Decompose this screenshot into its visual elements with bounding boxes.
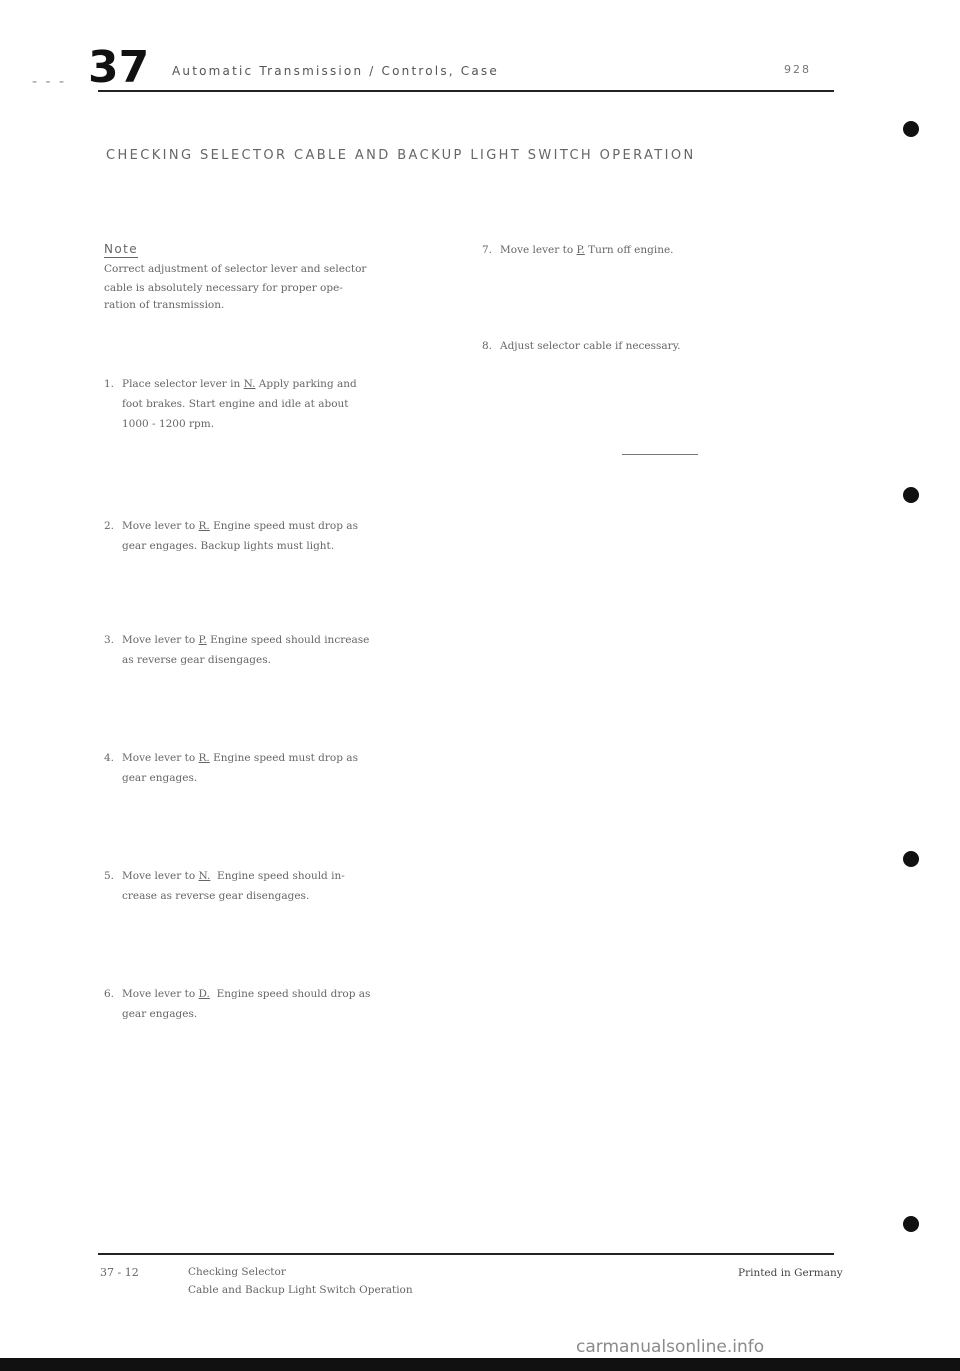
step-text: Engine speed must drop as	[209, 520, 358, 532]
lever-position: N.	[198, 870, 211, 882]
section-number: 37	[88, 42, 150, 93]
binder-hole	[903, 121, 919, 137]
binder-hole	[903, 487, 919, 503]
header-rule	[98, 90, 834, 92]
step-text: Engine speed should in-	[210, 870, 345, 882]
step-text: Apply parking and	[255, 378, 357, 390]
section-divider	[622, 454, 698, 455]
step-2	[104, 516, 464, 556]
step-number: 3.	[104, 634, 115, 646]
step-number: 7.	[482, 244, 493, 256]
step-number: 4.	[104, 752, 115, 764]
step-text: Place selector lever in	[122, 378, 244, 390]
step-continuation: 1000 - 1200 rpm.	[122, 418, 215, 430]
step-number: 5.	[104, 870, 115, 882]
step-continuation: foot brakes. Start engine and idle at about	[122, 398, 349, 410]
step-continuation: gear engages. Backup lights must light.	[122, 540, 335, 552]
step-text: Move lever to	[122, 988, 199, 1000]
note-line: ration of transmission.	[104, 299, 225, 311]
printed-in: Printed in Germany	[738, 1267, 843, 1279]
lever-position: P.	[198, 634, 207, 646]
step-text: Move lever to	[122, 520, 199, 532]
footer-caption: Checking Selector	[188, 1266, 286, 1278]
note-label: Note	[104, 242, 139, 256]
step-text: Engine speed should increase	[206, 634, 370, 646]
note-line: Correct adjustment of selector lever and selector	[104, 263, 367, 275]
step-7	[482, 240, 822, 260]
step-4	[104, 748, 464, 788]
lever-position: R.	[198, 520, 210, 532]
page-title: CHECKING SELECTOR CABLE AND BACKUP LIGHT SWITCH OPERATION	[106, 148, 696, 163]
step-continuation: as reverse gear disengages.	[122, 654, 271, 666]
step-number: 6.	[104, 988, 115, 1000]
step-text: Turn off engine.	[584, 244, 674, 256]
step-text: Move lever to	[500, 244, 577, 256]
footer-caption: Cable and Backup Light Switch Operation	[188, 1284, 413, 1296]
page-number: 37 - 12	[100, 1266, 139, 1279]
step-number: 2.	[104, 520, 115, 532]
step-continuation: gear engages.	[122, 772, 198, 784]
lever-position: N.	[243, 378, 256, 390]
step-continuation: crease as reverse gear disengages.	[122, 890, 310, 902]
header-dashes: - - -	[32, 74, 67, 90]
step-continuation: gear engages.	[122, 1008, 198, 1020]
step-text: Engine speed should drop as	[209, 988, 371, 1000]
step-number: 8.	[482, 340, 493, 352]
step-text: Move lever to	[122, 870, 199, 882]
step-number: 1.	[104, 378, 115, 390]
note-text	[104, 260, 452, 312]
binder-hole	[903, 851, 919, 867]
model-number: 928	[784, 63, 811, 76]
section-title: Automatic Transmission / Controls, Case	[172, 64, 499, 78]
watermark: carmanualsonline.info	[576, 1337, 765, 1357]
footer-rule	[98, 1253, 834, 1255]
step-text: Adjust selector cable if necessary.	[500, 340, 681, 352]
lever-position: P.	[576, 244, 585, 256]
step-1	[104, 374, 464, 434]
step-3	[104, 630, 464, 670]
binder-hole	[903, 1216, 919, 1232]
step-5	[104, 866, 464, 906]
lever-position: R.	[198, 752, 210, 764]
note-line: cable is absolutely necessary for proper ope-	[104, 282, 343, 294]
bottom-bar	[0, 1358, 960, 1371]
step-text: Move lever to	[122, 752, 199, 764]
step-text: Engine speed must drop as	[209, 752, 358, 764]
step-8	[482, 336, 822, 356]
lever-position: D.	[198, 988, 210, 1000]
step-text: Move lever to	[122, 634, 199, 646]
step-6	[104, 984, 464, 1024]
